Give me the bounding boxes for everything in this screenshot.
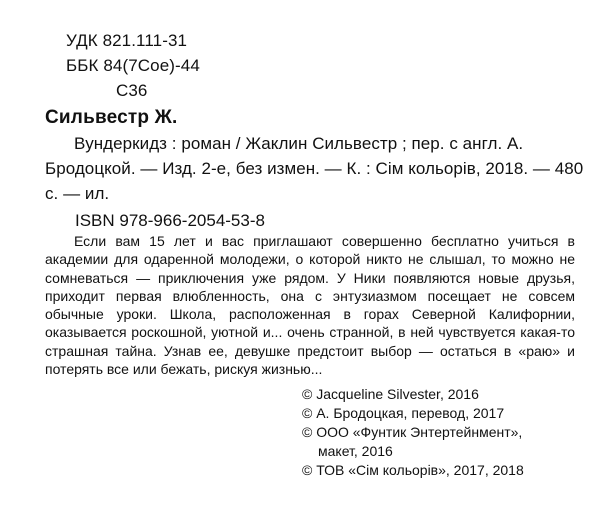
annotation: Если вам 15 лет и вас приглашают совершенно бесплатно учиться в академии для одаренной молодежи, о которой никто не слышал, то можно не сомневаться — приключения уже рядом. У Ники появляются новые друзья, приходит первая влюбленность, она с энтузиазмом посещает не совсем обычные уроки. Школа, расположенная в горах Северной Калифорнии, оказывается роскошной, уютной и... очень странной, в ней чувствуется какая-то страшная тайна. Узнав ее, девушке предстоит выбор — остаться в «раю» и потерять все или бежать, рискуя жизнью... bbox=[45, 233, 575, 378]
copyright-block bbox=[302, 385, 524, 480]
bibliographic-description: Вундеркидз : роман / Жаклин Сильвестр ; пер. с англ. А. Бродоцкой. — Изд. 2-е, без измен. — К. : Сім кольорів, 2018. — 480 с. — ил. bbox=[45, 134, 584, 203]
isbn: ISBN 978-966-2054-53-8 bbox=[75, 211, 265, 230]
author-heading: Сильвестр Ж. bbox=[45, 107, 178, 128]
copyright-line: макет, 2016 bbox=[318, 443, 393, 459]
copyright-line: © ТОВ «Сім кольорів», 2017, 2018 bbox=[302, 462, 524, 478]
bbk-code: ББК 84(7Сое)-44 bbox=[66, 56, 200, 75]
author-mark: С36 bbox=[116, 81, 148, 100]
copyright-line: © Jacqueline Silvester, 2016 bbox=[302, 386, 479, 402]
udk-code: УДК 821.111-31 bbox=[66, 31, 188, 50]
copyright-line: © А. Бродоцкая, перевод, 2017 bbox=[302, 405, 505, 421]
classification-codes bbox=[66, 28, 200, 103]
copyright-line: © ООО «Фунтик Энтертейнмент», bbox=[302, 424, 523, 440]
